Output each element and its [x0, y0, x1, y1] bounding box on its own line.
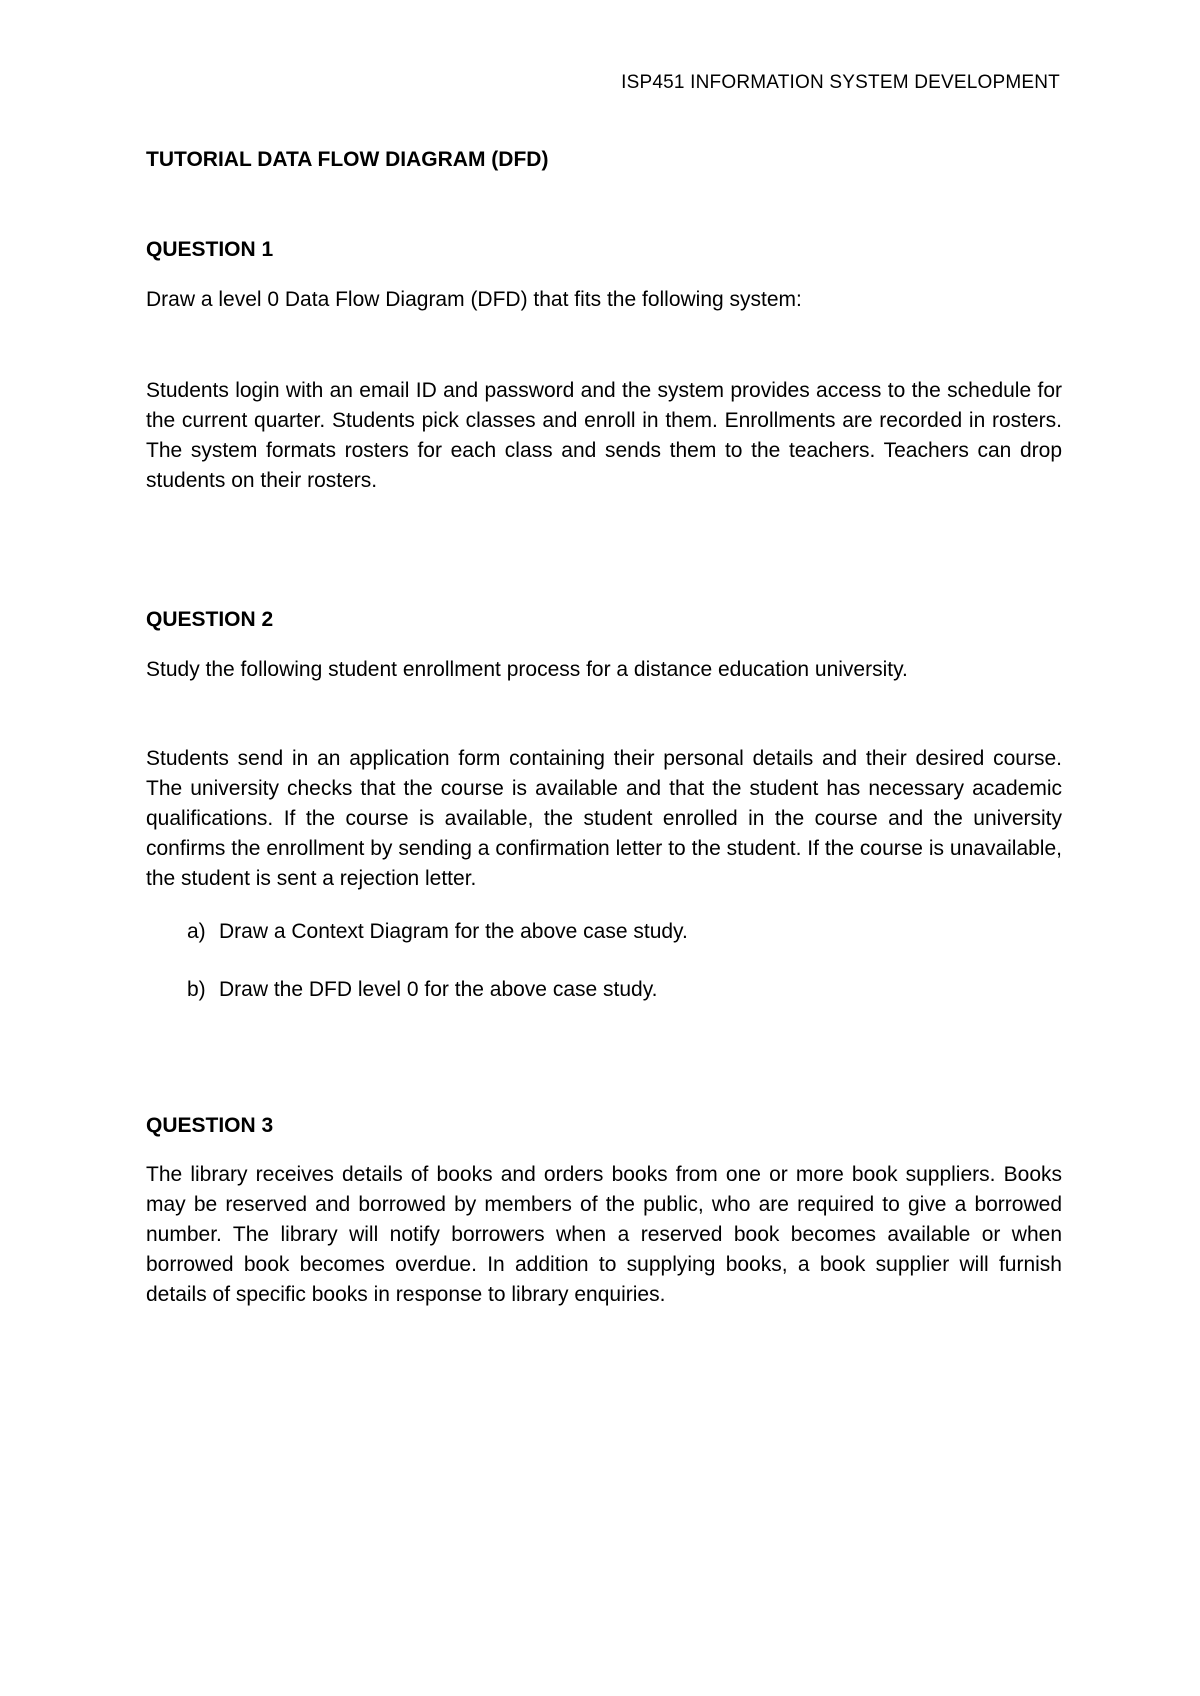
question-1-intro: Draw a level 0 Data Flow Diagram (DFD) that fits the following system: [146, 288, 802, 311]
page-header-course: ISP451 INFORMATION SYSTEM DEVELOPMENT [621, 72, 1060, 93]
question-2-heading: QUESTION 2 [146, 608, 274, 631]
page-title: TUTORIAL DATA FLOW DIAGRAM (DFD) [146, 148, 549, 171]
question-2-item-a [187, 920, 688, 944]
list-marker: b) [187, 978, 206, 1001]
question-3-heading: QUESTION 3 [146, 1114, 274, 1137]
question-2-intro: Study the following student enrollment process for a distance education university. [146, 658, 908, 681]
list-item-text: Draw the DFD level 0 for the above case study. [219, 978, 658, 1001]
list-marker: a) [187, 920, 206, 943]
list-item-text: Draw a Context Diagram for the above case study. [219, 920, 688, 943]
question-2-item-b [187, 978, 657, 1002]
question-2-body: Students send in an application form containing their personal details and their desired course. The university checks that the course is available and that the student has necessary academic qualifications. If the course is available, the student enrolled in the course and the university confirms the enrollment by sending a confirmation letter to the student. If the course is unavailable, the student is sent a rejection letter. [146, 747, 1062, 890]
question-1-heading: QUESTION 1 [146, 238, 274, 261]
question-1-body: Students login with an email ID and password and the system provides access to the schedule for the current quarter. Students pick classes and enroll in them. Enrollments are recorded in rosters. The system formats rosters for each class and sends them to the teachers. Teachers can drop students on their rosters. [146, 379, 1062, 492]
question-3-body: The library receives details of books and orders books from one or more book suppliers. Books may be reserved and borrowed by members of the public, who are required to give a borrowed number. The library will notify borrowers when a reserved book becomes available or when borrowed book becomes overdue. In addition to supplying books, a book supplier will furnish details of specific books in response to library enquiries. [146, 1163, 1062, 1306]
